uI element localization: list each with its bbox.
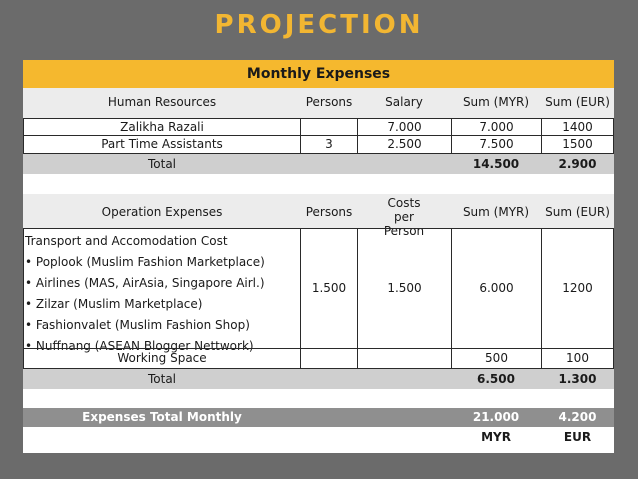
ops-header-persons: Persons <box>305 205 353 219</box>
ops-transport-cost: 1.500 <box>357 228 452 349</box>
hr-total-myr: 14.500 <box>472 157 520 171</box>
transport-item-3: • Zilzar (Muslim Marketplace) <box>25 297 203 311</box>
transport-item-4: • Fashionvalet (Muslim Fashion Shop) <box>25 318 250 332</box>
hr-header-persons: Persons <box>305 95 353 109</box>
ops-working-myr: 500 <box>451 348 542 369</box>
hr-row-1-salary: 7.000 <box>357 118 452 136</box>
expenses-sheet <box>23 60 614 453</box>
transport-item-2: • Airlines (MAS, AirAsia, Singapore Airl.) <box>25 276 265 290</box>
hr-header-eur: Sum (EUR) <box>545 95 610 109</box>
grand-total-myr-unit: MYR <box>481 430 511 444</box>
hr-total-label: Total <box>147 157 177 171</box>
monthly-expenses-banner <box>23 60 614 88</box>
hr-row-1-eur: 1400 <box>541 118 614 136</box>
hr-header-name: Human Resources <box>107 95 217 109</box>
ops-header-eur: Sum (EUR) <box>545 205 610 219</box>
hr-row-1-persons <box>300 118 358 136</box>
ops-transport-cell <box>23 228 301 353</box>
ops-working-name: Working Space <box>23 348 301 369</box>
ops-working-cost <box>357 348 452 369</box>
hr-header-myr: Sum (MYR) <box>462 95 530 109</box>
hr-row-2-eur: 1500 <box>541 135 614 154</box>
hr-header-salary: Salary <box>385 95 423 109</box>
table-title: Monthly Expenses <box>246 66 391 82</box>
ops-header-cost: Costs per Person <box>383 196 425 238</box>
hr-row-2-name: Part Time Assistants <box>23 135 301 154</box>
ops-total-myr: 6.500 <box>477 372 515 386</box>
hr-row-1-myr: 7.000 <box>451 118 542 136</box>
transport-item-5: • Nuffnang (ASEAN Blogger Nettwork) <box>25 339 254 353</box>
grand-total-myr: 21.000 <box>472 410 520 424</box>
grand-total-eur: 4.200 <box>558 410 597 424</box>
hr-row-2-myr: 7.500 <box>451 135 542 154</box>
ops-transport-myr: 6.000 <box>451 228 542 349</box>
transport-heading: Transport and Accomodation Cost <box>25 234 228 248</box>
transport-item-1: • Poplook (Muslim Fashion Marketplace) <box>25 255 265 269</box>
ops-transport-persons: 1.500 <box>300 228 358 349</box>
ops-working-persons <box>300 348 358 369</box>
ops-total-eur: 1.300 <box>558 372 597 386</box>
grand-total-eur-unit: EUR <box>563 430 592 444</box>
grand-total-label: Expenses Total Monthly <box>82 410 242 424</box>
ops-total-label: Total <box>147 372 177 386</box>
hr-total-eur: 2.900 <box>558 157 597 171</box>
ops-header-name: Operation Expenses <box>101 205 223 219</box>
page-title: PROJECTION <box>214 10 424 40</box>
ops-header-myr: Sum (MYR) <box>462 205 530 219</box>
ops-working-eur: 100 <box>541 348 614 369</box>
hr-row-2-salary: 2.500 <box>357 135 452 154</box>
hr-row-2-persons: 3 <box>300 135 358 154</box>
ops-transport-eur: 1200 <box>541 228 614 349</box>
hr-row-1-name: Zalikha Razali <box>23 118 301 136</box>
